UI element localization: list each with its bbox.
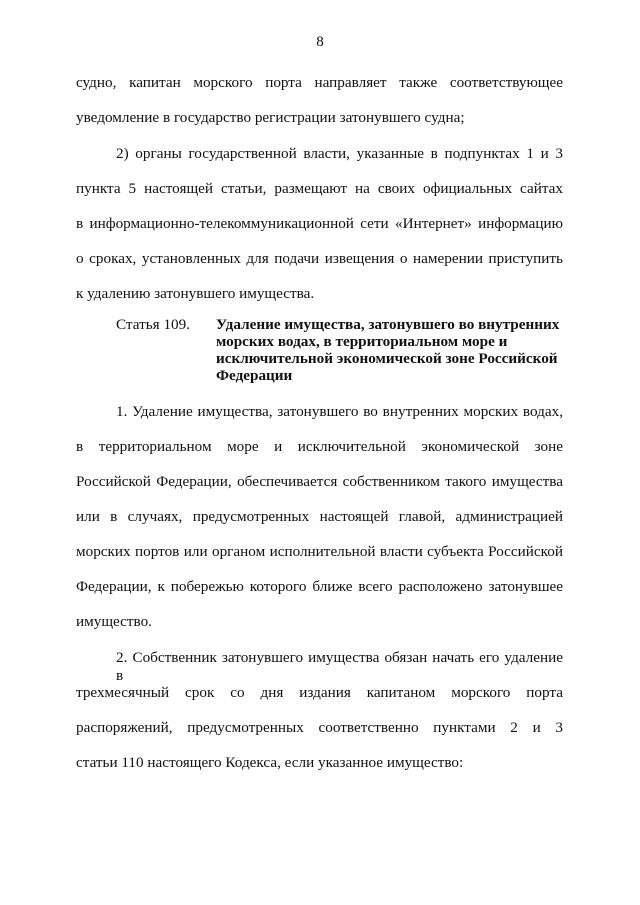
- paragraph-3-line-7: имущество.: [76, 613, 152, 630]
- article-title: Удаление имущества, затонувшего во внутренних морских водах, в территориальном море и исключительной экономической зоне Российской Федерации: [216, 316, 560, 384]
- paragraph-4-line-1: 2. Собственник затонувшего имущества обязан начать его удаление в: [116, 649, 563, 684]
- paragraph-3-line-1: 1. Удаление имущества, затонувшего во внутренних морских водах,: [116, 403, 563, 420]
- paragraph-2-line-4: о сроках, установленных для подачи извещения о намерении приступить: [76, 250, 563, 267]
- paragraph-4-line-2: трехмесячный срок со дня издания капитаном морского порта: [76, 684, 563, 701]
- paragraph-1-line-2: уведомление в государство регистрации затонувшего судна;: [76, 109, 465, 126]
- paragraph-2-line-1: 2) органы государственной власти, указанные в подпунктах 1 и 3: [116, 145, 563, 162]
- paragraph-2-line-2: пункта 5 настоящей статьи, размещают на своих официальных сайтах: [76, 180, 563, 197]
- paragraph-2-line-3: в информационно-телекоммуникационной сети «Интернет» информацию: [76, 215, 563, 232]
- paragraph-2-line-5: к удалению затонувшего имущества.: [76, 285, 315, 302]
- paragraph-4-line-4: статьи 110 настоящего Кодекса, если указанное имущество:: [76, 754, 464, 771]
- paragraph-1-line-1: судно, капитан морского порта направляет также соответствующее: [76, 74, 563, 91]
- page-number: 8: [316, 34, 324, 50]
- paragraph-3-line-2: в территориальном море и исключительной экономической зоне: [76, 438, 563, 455]
- paragraph-3-line-6: Федерации, к побережью которого ближе всего расположено затонувшее: [76, 578, 563, 595]
- article-label: Статья 109.: [116, 316, 191, 333]
- paragraph-3-line-3: Российской Федерации, обеспечивается собственником такого имущества: [76, 473, 563, 490]
- paragraph-3-line-5: морских портов или органом исполнительной власти субъекта Российской: [76, 543, 563, 560]
- paragraph-4-line-3: распоряжений, предусмотренных соответственно пунктами 2 и 3: [76, 719, 563, 736]
- paragraph-3-line-4: или в случаях, предусмотренных настоящей главой, администрацией: [76, 508, 563, 525]
